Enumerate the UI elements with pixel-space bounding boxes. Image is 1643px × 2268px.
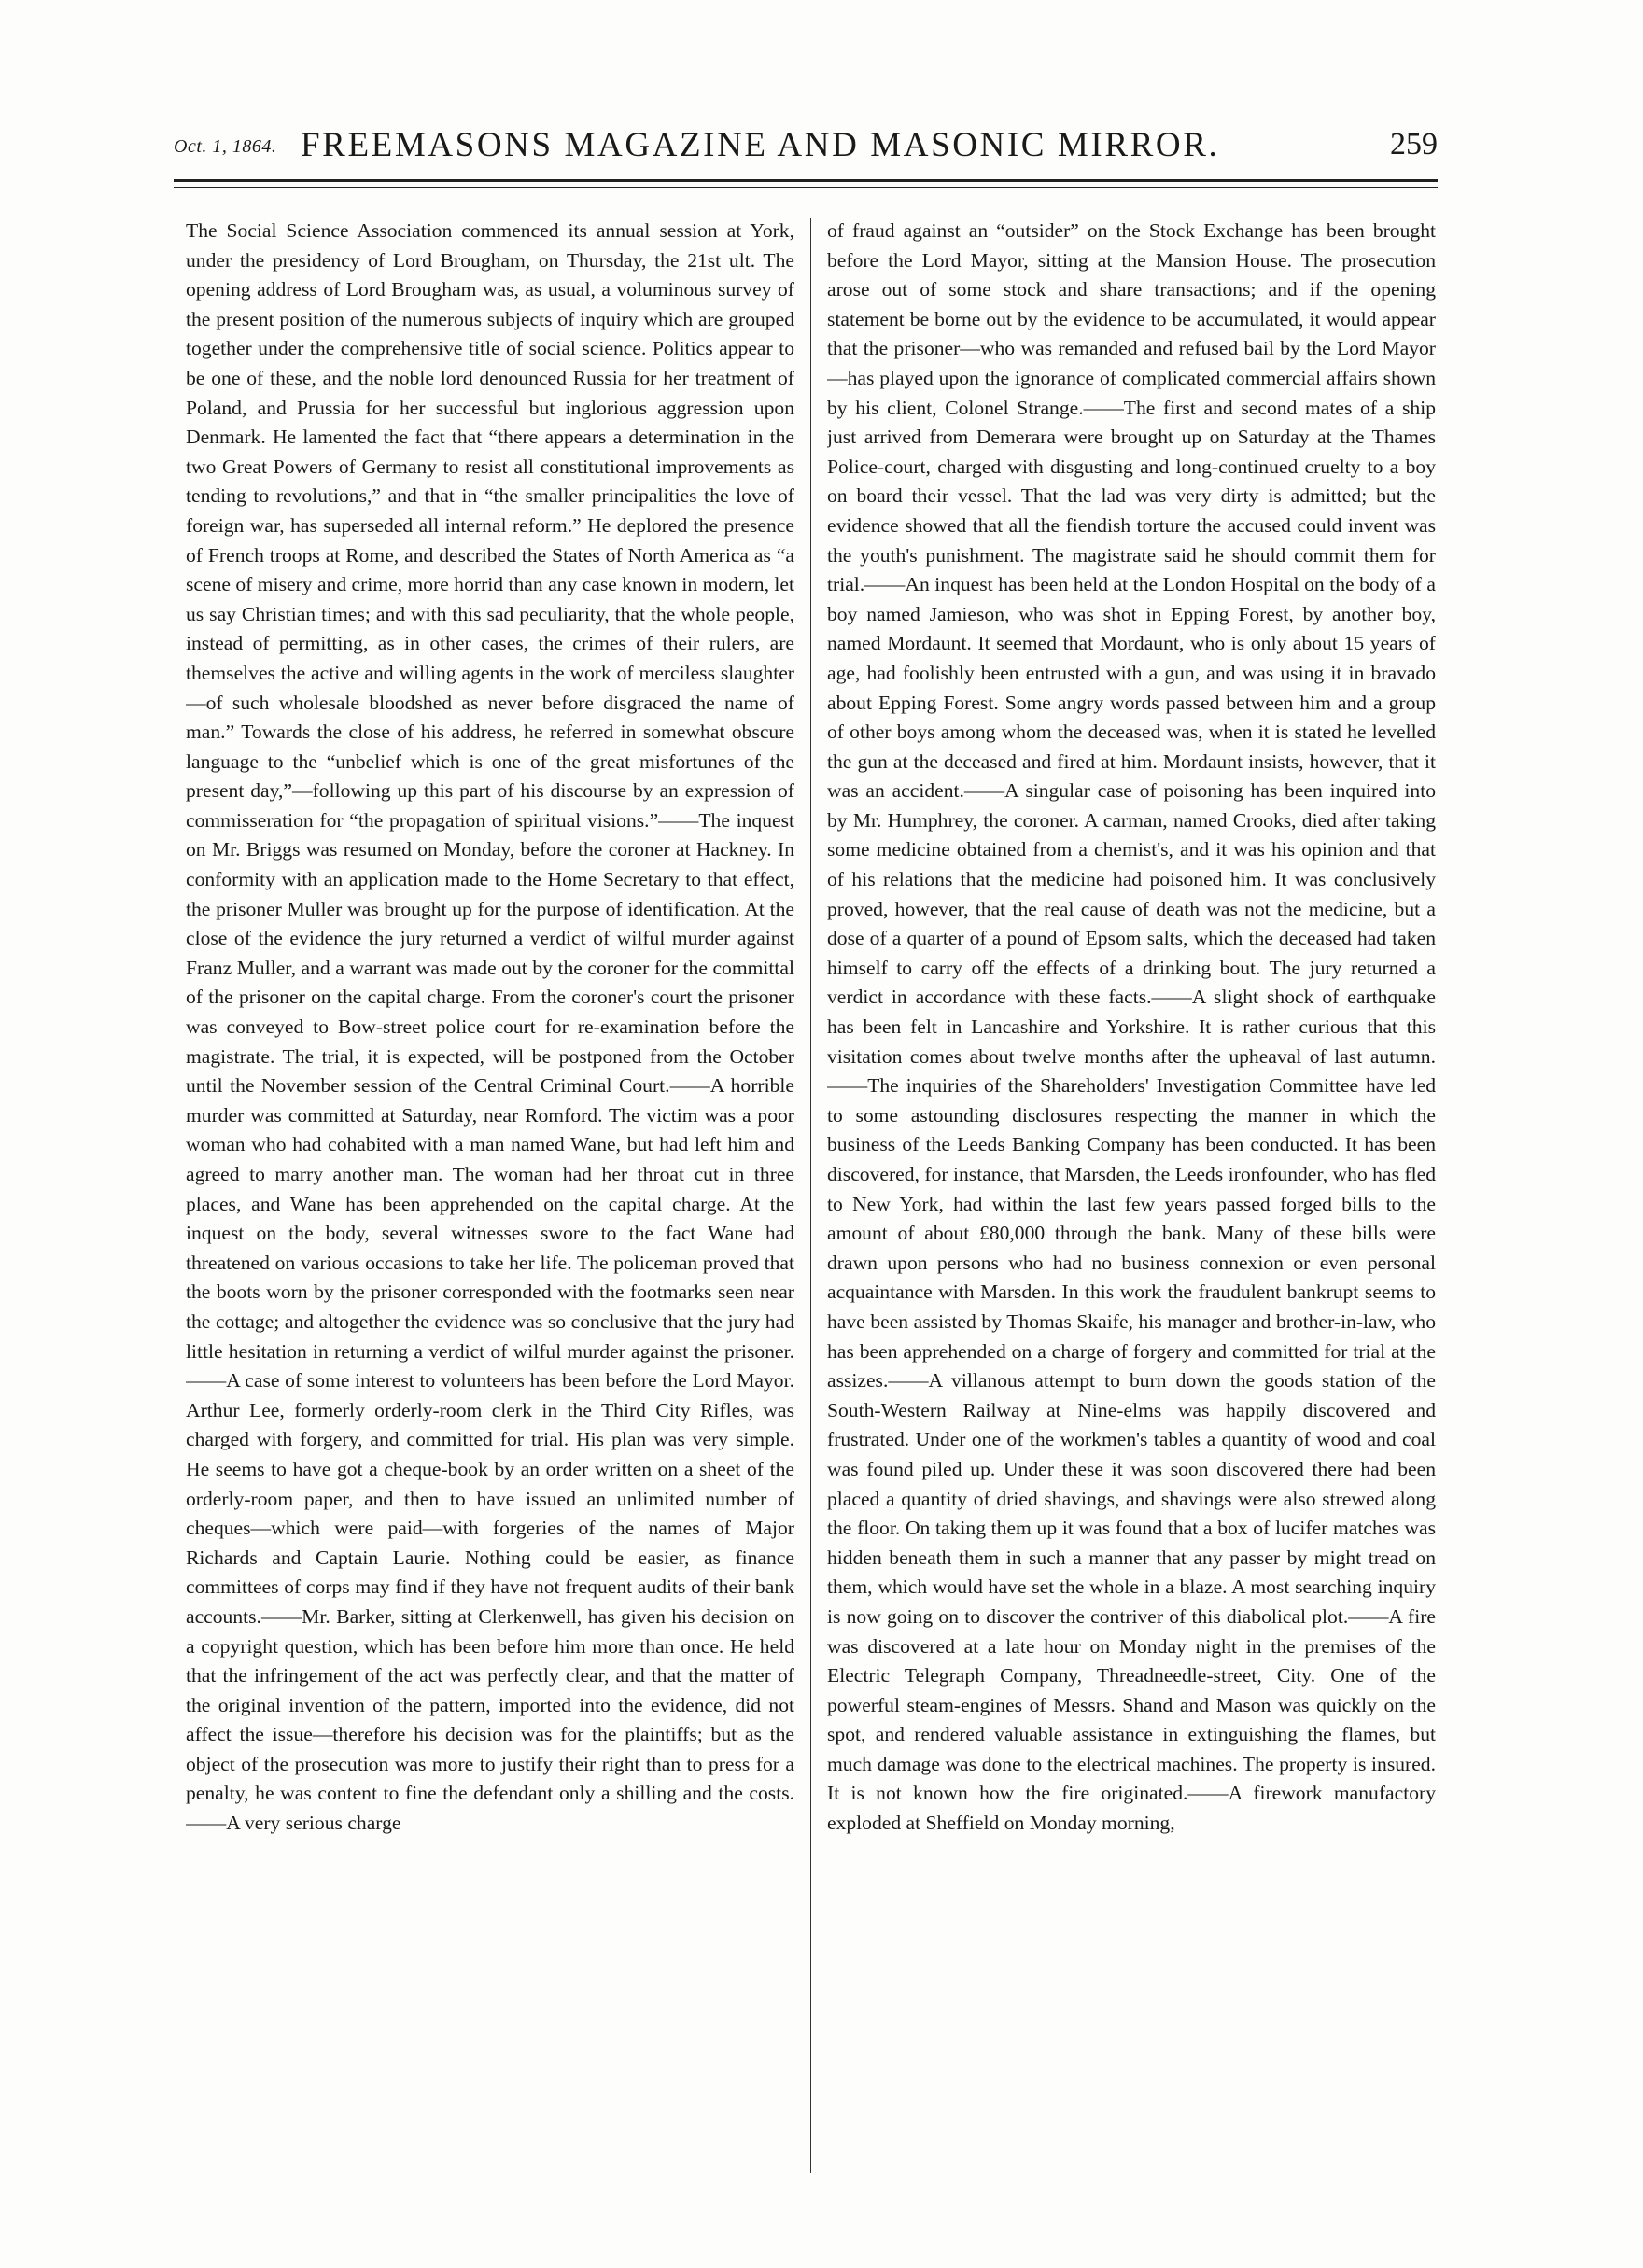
left-column-text: The Social Science Association commenced its annual session at York, under the presidency of Lord Brougham, on Thursday, the 21st ult. The opening address of Lord Brougham was, as usual, a voluminous survey of the present position of the numerous subjects of inquiry which are grouped together under the comprehensive title of social science. Politics appear to be one of these, and the noble lord denounced Russia for her treatment of Poland, and Prussia for her successful but inglorious aggression upon Denmark. He lamented the fact that “there appears a determination in the two Great Powers of Germany to resist all constitutional improvements as tending to revolutions,” and that in “the smaller principalities the love of foreign war, has superseded all internal reform.” He deplored the presence of French troops at Rome, and described the States of North America as “a scene of misery and crime, more horrid than any case known in modern, let us say Christian times; and with this sad peculiarity, that the whole people, instead of permitting, as in other cases, the crimes of their rulers, are themselves the active and willing agents in the work of merciless slaughter—of such wholesale bloodshed as never before disgraced the name of man.” Towards the close of his address, he referred in somewhat obscure language to the “unbelief which is one of the great misfortunes of the present day,”—following up this part of his discourse by an expression of commisseration for “the propagation of spiritual visions.”——The inquest on Mr. Briggs was resumed on Monday, before the coroner at Hackney. In conformity with an application made to the Home Secretary to that effect, the prisoner Muller was brought up for the purpose of identification. At the close of the evidence the jury returned a verdict of wilful murder against Franz Muller, and a warrant was made out by the coroner for the committal of the prisoner on the capital charge. From the coroner's court the prisoner was conveyed to Bow-street police court for re-examination before the magistrate. The trial, it is expected, will be postponed from the October until the November session of the Central Criminal Court.——A horrible murder was committed at Saturday, near Romford. The victim was a poor woman who had cohabited with a man named Wane, but had left him and agreed to marry another man. The woman had her throat cut in three places, and Wane has been apprehended on the capital charge. At the inquest on the body, several witnesses swore to the fact Wane had threatened on various occasions to take her life. The policeman proved that the boots worn by the prisoner corresponded with the footmarks seen near the cottage; and altogether the evidence was so conclusive that the jury had little hesitation in returning a verdict of wilful murder against the prisoner.——A case of some interest to volunteers has been before the Lord Mayor. Arthur Lee, formerly orderly-room clerk in the Third City Rifles, was charged with forgery, and committed for trial. His plan was very simple. He seems to have got a cheque-book by an order written on a sheet of the orderly-room paper, and then to have issued an unlimited number of cheques—which were paid—with forgeries of the names of Major Richards and Captain Laurie. Nothing could be easier, as finance committees of corps may find if they have not frequent audits of their bank accounts.——Mr. Barker, sitting at Clerkenwell, has given his decision on a copyright question, which has been before him more than once. He held that the infringement of the act was perfectly clear, and that the matter of the original invention of the pattern, imported into the evidence, did not affect the issue—therefore his decision was for the plaintiffs; but as the object of the prosecution was more to justify their right than to press for a penalty, he was content to fine the defendant only a shilling and the costs.——A very serious charge bbox=[186, 219, 794, 1835]
page-number: 259 bbox=[1390, 127, 1438, 161]
header-rule-thick bbox=[174, 179, 1438, 182]
magazine-title: FREEMASONS MAGAZINE AND MASONIC MIRROR. bbox=[301, 126, 1220, 164]
right-column-text: of fraud against an “outsider” on the Stock Exchange has been brought before the Lord Mayor, sitting at the Mansion House. The prosecution arose out of some stock and share transactions; and if the opening statement be borne out by the evidence to be accumulated, it would appear that the prisoner—who was remanded and refused bail by the Lord Mayor—has played upon the ignorance of complicated commercial affairs shown by his client, Colonel Strange.——The first and second mates of a ship just arrived from Demerara were brought up on Saturday at the Thames Police-court, charged with disgusting and long-continued cruelty to a boy on board their vessel. That the lad was very dirty is admitted; but the evidence showed that all the fiendish torture the accused could invent was the youth's punishment. The magistrate said he should commit them for trial.——An inquest has been held at the London Hospital on the body of a boy named Jamieson, who was shot in Epping Forest, by another boy, named Mordaunt. It seemed that Mordaunt, who is only about 15 years of age, had foolishly been entrusted with a gun, and was using it in bravado about Epping Forest. Some angry words passed between him and a group of other boys among whom the deceased was, when it is stated he levelled the gun at the deceased and fired at him. Mordaunt insists, however, that it was an accident.——A singular case of poisoning has been inquired into by Mr. Humphrey, the coroner. A carman, named Crooks, died after taking some medicine obtained from a chemist's, and it was his opinion and that of his relations that the medicine had poisoned him. It was conclusively proved, however, that the real cause of death was not the medicine, but a dose of a quarter of a pound of Epsom salts, which the deceased had taken himself to carry off the effects of a drinking bout. The jury returned a verdict in accordance with these facts.——A slight shock of earthquake has been felt in Lancashire and Yorkshire. It is rather curious that this visitation comes about twelve months after the upheaval of last autumn.——The inquiries of the Shareholders' Investigation Committee have led to some astounding disclosures respecting the manner in which the business of the Leeds Banking Company has been conducted. It has been discovered, for instance, that Marsden, the Leeds ironfounder, who has fled to New York, had within the last few years passed forged bills to the amount of about £80,000 through the bank. Many of these bills were drawn upon persons who had no business connexion or even personal acquaintance with Marsden. In this work the fraudulent bankrupt seems to have been assisted by Thomas Skaife, his manager and brother-in-law, who has been apprehended on a charge of forgery and committed for trial at the assizes.——A villanous attempt to burn down the goods station of the South-Western Railway at Nine-elms was happily discovered and frustrated. Under one of the workmen's tables a quantity of wood and coal was found piled up. Under these it was soon discovered there had been placed a quantity of dried shavings, and shavings were also strewed along the floor. On taking them up it was found that a box of lucifer matches was hidden beneath them in such a manner that any passer by might tread on them, which would have set the whole in a blaze. A most searching inquiry is now going on to discover the contriver of this diabolical plot.——A fire was discovered at a late hour on Monday night in the premises of the Electric Telegraph Company, Threadneedle-street, City. One of the powerful steam-engines of Messrs. Shand and Mason was quickly on the spot, and rendered valuable assistance in extinguishing the flames, but much damage was done to the electrical machines. The property is insured. It is not known how the fire originated.——A firework manufactory exploded at Sheffield on Monday morning, bbox=[827, 219, 1436, 1835]
column-divider bbox=[810, 218, 811, 2173]
running-head bbox=[174, 118, 1438, 170]
right-column bbox=[827, 217, 1436, 2177]
left-column bbox=[186, 217, 794, 2177]
issue-date: Oct. 1, 1864. bbox=[174, 136, 277, 157]
header-rule-thin bbox=[174, 187, 1438, 188]
